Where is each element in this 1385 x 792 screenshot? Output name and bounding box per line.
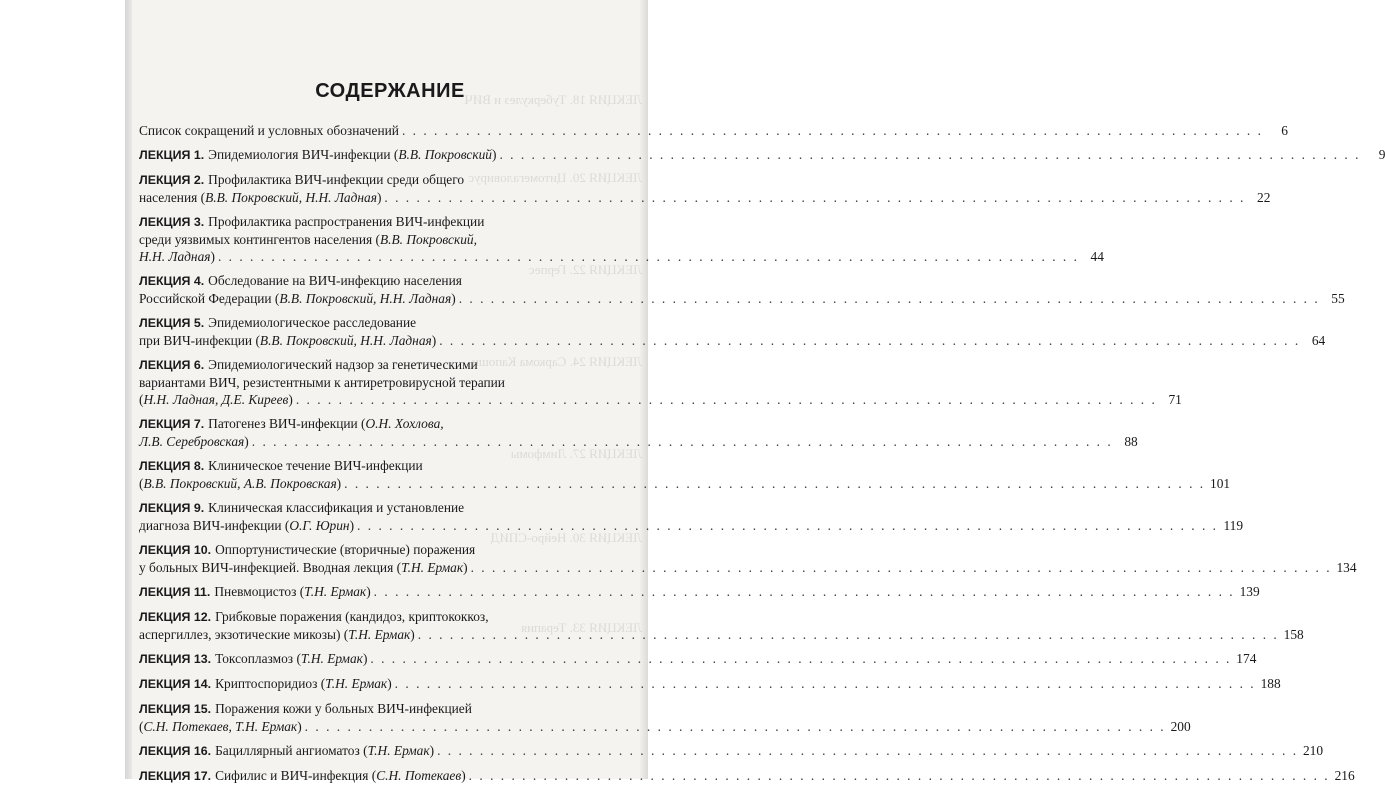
- toc-entry-text: ЛЕКЦИЯ 7. Патогенез ВИЧ-инфекции (О.Н. Хохлова,: [139, 416, 444, 431]
- toc-entry-text: ЛЕКЦИЯ 2. Профилактика ВИЧ-инфекции среди общего: [139, 172, 465, 187]
- toc-entry[interactable]: [139, 314, 1326, 349]
- lecture-number: ЛЕКЦИЯ 8.: [139, 459, 205, 473]
- dot-leader: [402, 122, 1263, 139]
- toc-entry-text: Список сокращений и условных обозначений: [139, 123, 399, 138]
- toc-entry-text: при ВИЧ-инфекции (В.В. Покровский, Н.Н. Ладная): [139, 333, 437, 348]
- toc-entry-text: ЛЕКЦИЯ 4. Обследование на ВИЧ-инфекцию населения: [139, 273, 462, 288]
- toc-entry[interactable]: [139, 608, 1304, 643]
- toc-entry-text: ЛЕКЦИЯ 16. Бациллярный ангиоматоз (Т.Н. Ермак): [139, 743, 435, 758]
- page-number: 119: [1223, 518, 1244, 533]
- toc-entry[interactable]: [139, 583, 1260, 601]
- dot-leader: [370, 650, 1231, 667]
- toc-entry-text: ЛЕКЦИЯ 13. Токсоплазмоз (Т.Н. Ермак): [139, 651, 368, 666]
- toc-entry-text: (В.В. Покровский, А.В. Покровская): [139, 476, 342, 491]
- toc-entry-line: [139, 499, 605, 517]
- toc-entry[interactable]: [139, 767, 1355, 785]
- toc-entry-text: ЛЕКЦИЯ 14. Криптоспоридиоз (Т.Н. Ермак): [139, 676, 392, 691]
- page-number: 101: [1210, 476, 1231, 491]
- toc-entry-line: [139, 767, 1355, 785]
- page-number: 9: [1378, 147, 1385, 162]
- toc-entry-text: ЛЕКЦИЯ 9. Клиническая классификация и установление: [139, 500, 465, 515]
- lecture-authors: Т.Н. Ермак: [325, 676, 388, 691]
- toc-entry-text: вариантами ВИЧ, резистентными к антиретровирусной терапии: [139, 375, 505, 390]
- toc-entry-text: ЛЕКЦИЯ 12. Грибковые поражения (кандидоз, криптококкоз,: [139, 609, 489, 624]
- toc-entry-text: ЛЕКЦИЯ 11. Пневмоцистоз (Т.Н. Ермак): [139, 584, 371, 599]
- page-number: 44: [1090, 249, 1104, 264]
- lecture-authors: О.Н. Хохлова,: [365, 416, 444, 431]
- table-of-contents: [139, 122, 1385, 792]
- lecture-number: ЛЕКЦИЯ 12.: [139, 610, 212, 624]
- toc-entry[interactable]: [139, 700, 1191, 735]
- toc-entry-line: [139, 718, 1191, 735]
- lecture-authors: В.В. Покровский,: [379, 232, 477, 247]
- lecture-authors: В.В. Покровский, Н.Н. Ладная: [279, 291, 452, 306]
- lecture-authors: С.Н. Потекаев: [376, 768, 462, 783]
- bleed-through-text: ЛЕКЦИЯ 22. Герпес: [528, 262, 642, 277]
- page-number: 6: [1281, 123, 1288, 138]
- toc-entry-line: [139, 433, 1138, 450]
- toc-entry-line: [139, 742, 1324, 760]
- toc-entry-line: [139, 457, 605, 475]
- page-number: 174: [1236, 651, 1257, 666]
- page-number: 55: [1331, 291, 1345, 306]
- dot-leader: [471, 559, 1332, 576]
- toc-entry[interactable]: [139, 742, 1324, 760]
- toc-entry-text: ЛЕКЦИЯ 6. Эпидемиологический надзор за генетическими: [139, 357, 478, 372]
- toc-entry[interactable]: [139, 499, 1244, 534]
- dot-leader: [384, 189, 1245, 206]
- lecture-number: ЛЕКЦИЯ 9.: [139, 501, 205, 515]
- toc-entry-line: [139, 231, 605, 248]
- dot-leader: [439, 332, 1300, 349]
- dot-leader: [357, 517, 1218, 534]
- page-number: 88: [1124, 434, 1138, 449]
- lecture-number: ЛЕКЦИЯ 5.: [139, 316, 205, 330]
- toc-entry[interactable]: [139, 122, 1288, 139]
- dot-leader: [499, 146, 1360, 163]
- toc-entry-text: ЛЕКЦИЯ 17. Сифилис и ВИЧ-инфекция (С.Н. Потекаев): [139, 768, 466, 783]
- lecture-number: ЛЕКЦИЯ 1.: [139, 148, 205, 162]
- toc-entry[interactable]: [139, 457, 1231, 492]
- page-number: 200: [1170, 719, 1191, 734]
- page-number: 134: [1336, 560, 1357, 575]
- lecture-number: ЛЕКЦИЯ 14.: [139, 677, 212, 691]
- toc-entry-line: [139, 559, 1357, 576]
- lecture-number: ЛЕКЦИЯ 7.: [139, 417, 205, 431]
- toc-entry-text: Л.В. Серебровская): [139, 434, 249, 449]
- page-title: СОДЕРЖАНИЕ: [315, 80, 465, 102]
- toc-entry-text: ЛЕКЦИЯ 15. Поражения кожи у больных ВИЧ-инфекцией: [139, 701, 472, 716]
- toc-entry[interactable]: [139, 272, 1345, 307]
- dot-leader: [437, 742, 1298, 759]
- toc-entry-line: [139, 391, 1182, 408]
- lecture-authors: В.В. Покровский, Н.Н. Ладная: [205, 190, 377, 205]
- dot-leader: [395, 675, 1256, 692]
- toc-entry[interactable]: [139, 356, 1182, 408]
- toc-entry[interactable]: [139, 650, 1257, 668]
- toc-entry-line: [139, 583, 1260, 601]
- page-number: 216: [1334, 768, 1355, 783]
- page-number: 71: [1168, 392, 1182, 407]
- lecture-number: ЛЕКЦИЯ 15.: [139, 702, 212, 716]
- toc-entry-line: [139, 189, 1271, 206]
- toc-entry-line: [139, 272, 605, 290]
- lecture-number: ЛЕКЦИЯ 2.: [139, 173, 205, 187]
- bleed-through-text: ЛЕКЦИЯ 24. Саркома Капоши: [471, 354, 642, 369]
- lecture-authors: Н.Н. Ладная, Д.Е. Киреев: [143, 392, 289, 407]
- page-number: 22: [1257, 190, 1271, 205]
- lecture-number: ЛЕКЦИЯ 11.: [139, 585, 211, 599]
- lecture-number: ЛЕКЦИЯ 6.: [139, 358, 205, 372]
- toc-entry-text: Российской Федерации (В.В. Покровский, Н.Н. Ладная): [139, 291, 456, 306]
- dot-leader: [305, 718, 1166, 735]
- dot-leader: [418, 626, 1279, 643]
- toc-entry[interactable]: [139, 541, 1357, 576]
- dot-leader: [218, 248, 1079, 265]
- toc-entry-line: [139, 415, 605, 433]
- toc-entry-line: [139, 475, 1231, 492]
- page-number: 158: [1283, 627, 1304, 642]
- dot-leader: [344, 475, 1205, 492]
- dot-leader: [252, 433, 1113, 450]
- bleed-through-text: ЛЕКЦИЯ 20. Цитомегаловирус: [468, 170, 642, 185]
- lecture-number: ЛЕКЦИЯ 16.: [139, 744, 212, 758]
- toc-entry-text: среди уязвимых контингентов населения (В.В. Покровский,: [139, 232, 477, 247]
- lecture-authors: Н.Н. Ладная: [139, 249, 211, 264]
- toc-entry-line: [139, 650, 1257, 668]
- toc-entry-line: [139, 171, 605, 189]
- lecture-authors: Т.Н. Ермак: [304, 584, 367, 599]
- toc-entry-text: ЛЕКЦИЯ 5. Эпидемиологическое расследование: [139, 315, 417, 330]
- toc-entry-line: [139, 314, 605, 332]
- toc-entry-text: (С.Н. Потекаев, Т.Н. Ермак): [139, 719, 302, 734]
- toc-entry-text: Н.Н. Ладная): [139, 249, 215, 264]
- lecture-authors: О.Г. Юрин: [289, 518, 350, 533]
- toc-entry-text: населения (В.В. Покровский, Н.Н. Ладная): [139, 190, 382, 205]
- lecture-authors: В.В. Покровский, А.В. Покровская: [143, 476, 337, 491]
- book-page: [132, 0, 1385, 783]
- lecture-number: ЛЕКЦИЯ 13.: [139, 652, 212, 666]
- toc-entry-line: [139, 146, 1385, 164]
- lecture-authors: Т.Н. Ермак: [401, 560, 464, 575]
- toc-entry-line: [139, 608, 605, 626]
- toc-entry-line: [139, 675, 1281, 693]
- toc-entry-text: (Н.Н. Ладная, Д.Е. Киреев): [139, 392, 293, 407]
- toc-entry-text: ЛЕКЦИЯ 1. Эпидемиология ВИЧ-инфекции (В.В. Покровский): [139, 147, 497, 162]
- toc-entry-line: [139, 290, 1345, 307]
- toc-entry-line: [139, 517, 1244, 534]
- dot-leader: [459, 290, 1320, 307]
- lecture-authors: Т.Н. Ермак: [367, 743, 430, 758]
- lecture-authors: Л.В. Серебровская: [139, 434, 245, 449]
- toc-entry-line: [139, 356, 605, 374]
- toc-entry-text: у больных ВИЧ-инфекцией. Вводная лекция (Т.Н. Ермак): [139, 560, 468, 575]
- toc-entry-line: [139, 122, 1288, 139]
- toc-entry-line: [139, 332, 1326, 349]
- page-number: 210: [1302, 743, 1324, 758]
- lecture-authors: В.В. Покровский: [398, 147, 492, 162]
- lecture-number: ЛЕКЦИЯ 3.: [139, 215, 205, 229]
- toc-entry[interactable]: [139, 213, 1104, 265]
- lecture-authors: Т.Н. Ермак: [348, 627, 411, 642]
- toc-entry-text: ЛЕКЦИЯ 3. Профилактика распространения ВИЧ-инфекции: [139, 214, 485, 229]
- lecture-authors: Т.Н. Ермак: [300, 651, 363, 666]
- toc-entry-text: ЛЕКЦИЯ 10. Оппортунистические (вторичные) поражения: [139, 542, 476, 557]
- page-number: 139: [1239, 584, 1260, 599]
- lecture-authors: С.Н. Потекаев, Т.Н. Ермак: [143, 719, 298, 734]
- toc-entry-line: [139, 700, 605, 718]
- lecture-number: ЛЕКЦИЯ 4.: [139, 274, 205, 288]
- toc-entry-text: ЛЕКЦИЯ 8. Клиническое течение ВИЧ-инфекции: [139, 458, 423, 473]
- lecture-number: ЛЕКЦИЯ 10.: [139, 543, 212, 557]
- lecture-authors: В.В. Покровский, Н.Н. Ладная: [259, 333, 432, 348]
- toc-entry-text: диагноза ВИЧ-инфекции (О.Г. Юрин): [139, 518, 355, 533]
- toc-entry-line: [139, 374, 605, 391]
- dot-leader: [374, 583, 1235, 600]
- bleed-through-text: ЛЕКЦИЯ 18. Туберкулез и ВИЧ: [464, 92, 642, 107]
- toc-entry-line: [139, 248, 1104, 265]
- toc-entry-text: аспергиллез, экзотические микозы) (Т.Н. Ермак): [139, 627, 415, 642]
- toc-entry[interactable]: [139, 675, 1281, 693]
- toc-entry[interactable]: [139, 146, 1385, 164]
- dot-leader: [469, 767, 1330, 784]
- bleed-through-text: ЛЕКЦИЯ 33. Терапия: [521, 620, 642, 635]
- dot-leader: [296, 391, 1157, 408]
- toc-entry-line: [139, 213, 605, 231]
- bleed-through-text: ЛЕКЦИЯ 30. Нейро-СПИД: [490, 530, 642, 545]
- toc-entry-line: [139, 541, 605, 559]
- page-number: 64: [1311, 333, 1326, 348]
- toc-entry[interactable]: [139, 171, 1271, 206]
- page-number: 188: [1260, 676, 1281, 691]
- bleed-through-text: ЛЕКЦИЯ 27. Лимфомы: [510, 446, 642, 461]
- lecture-number: ЛЕКЦИЯ 17.: [139, 769, 212, 783]
- toc-entry[interactable]: [139, 415, 1138, 450]
